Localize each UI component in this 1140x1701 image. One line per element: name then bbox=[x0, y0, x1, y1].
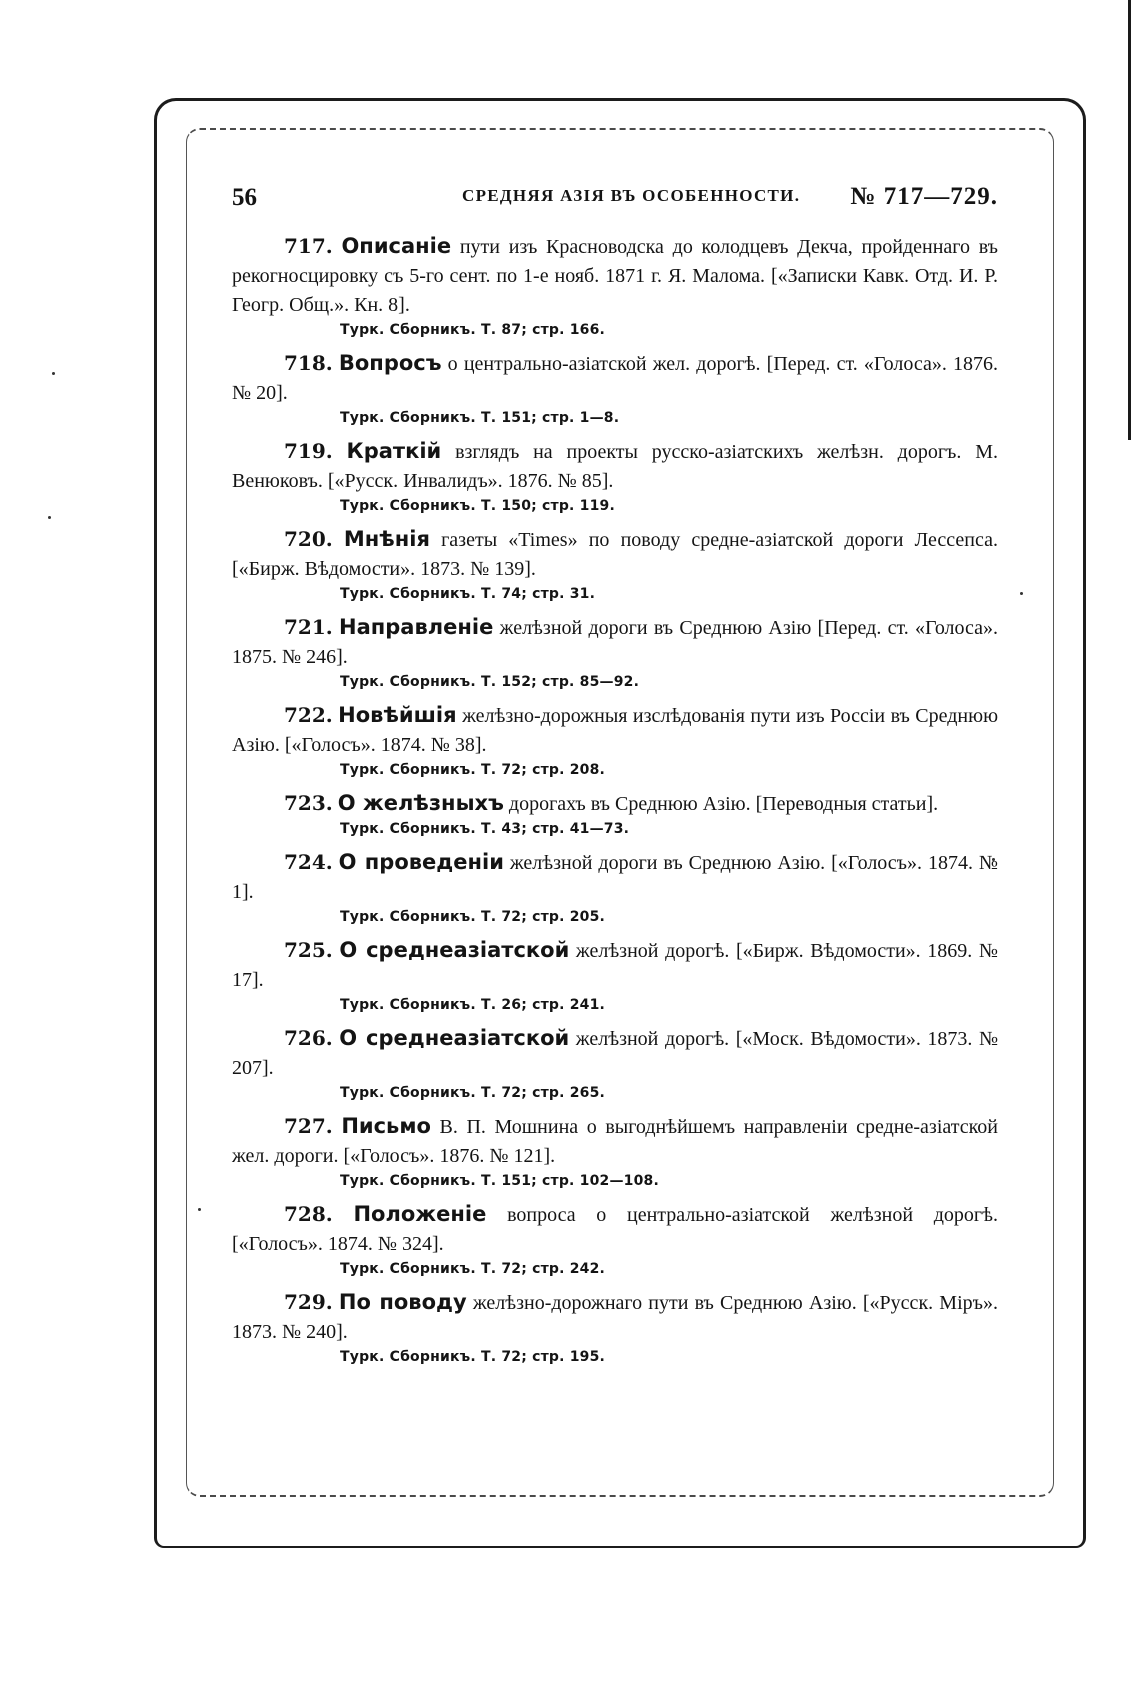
bibliography-entry bbox=[232, 1024, 998, 1101]
entry-number: 728. bbox=[284, 1202, 333, 1226]
entry-heading: О проведеніи bbox=[338, 850, 504, 874]
entry-text bbox=[232, 789, 998, 819]
entry-text bbox=[232, 1024, 998, 1083]
entry-range: № 717—729. bbox=[850, 183, 998, 210]
bibliography-entry bbox=[232, 789, 998, 837]
entry-body: желѣзной дороги въ Среднюю Азію [Перед. ст. «Голоса». 1875. № 246]. bbox=[232, 617, 999, 668]
entry-heading: Письмо bbox=[341, 1114, 431, 1138]
bibliography-entry bbox=[232, 936, 998, 1013]
entry-source: Турк. Сборникъ. Т. 150; стр. 119. bbox=[340, 498, 615, 514]
entry-body: желѣзной дороги въ Среднюю Азію. [«Голосъ». 1874. № 1]. bbox=[232, 852, 999, 903]
bibliography-entry bbox=[232, 232, 998, 338]
entry-source: Турк. Сборникъ. Т. 151; стр. 1—8. bbox=[340, 410, 620, 426]
entry-text bbox=[232, 701, 998, 760]
bibliography-entry bbox=[232, 701, 998, 778]
entry-source: Турк. Сборникъ. Т. 72; стр. 208. bbox=[340, 762, 606, 778]
entry-source: Турк. Сборникъ. Т. 72; стр. 265. bbox=[340, 1085, 606, 1101]
entry-body: пути изъ Красноводска до колодцевъ Декча, пройденнаго въ рекогносцировку съ 5-го сент. по 1-е нояб. 1871 г. Я. Малома. [«Записки Кавк. Отд. И. Р. Геогр. Общ.». Кн. 8]. bbox=[232, 236, 998, 316]
entry-heading: Направленіе bbox=[339, 615, 494, 639]
bibliography-entry bbox=[232, 1200, 998, 1277]
entry-number: 723. bbox=[284, 791, 333, 815]
book-page bbox=[232, 178, 998, 1376]
entry-number: 726. bbox=[284, 1026, 333, 1050]
entry-text bbox=[232, 349, 998, 408]
bibliography-entry bbox=[232, 437, 998, 514]
bibliography-entry bbox=[232, 525, 998, 602]
entry-body: о центрально-азіатской жел. дорогѣ. [Перед. ст. «Голоса». 1876. № 20]. bbox=[232, 353, 999, 404]
entry-source: Турк. Сборникъ. Т. 152; стр. 85—92. bbox=[340, 674, 640, 690]
entry-source: Турк. Сборникъ. Т. 151; стр. 102—108. bbox=[340, 1173, 660, 1189]
entry-source: Турк. Сборникъ. Т. 87; стр. 166. bbox=[340, 322, 606, 338]
entry-number: 725. bbox=[284, 938, 333, 962]
entry-number: 729. bbox=[284, 1290, 333, 1314]
speck bbox=[52, 372, 55, 375]
entry-heading: О среднеазіатской bbox=[339, 938, 570, 962]
bibliography-entry bbox=[232, 1112, 998, 1189]
entry-list bbox=[232, 232, 998, 1365]
page-number: 56 bbox=[232, 184, 257, 211]
entry-body: желѣзно-дорожнаго пути въ Среднюю Азію. [«Русск. Міръ». 1873. № 240]. bbox=[232, 1292, 998, 1343]
entry-heading: Мнѣнія bbox=[343, 527, 430, 551]
entry-heading: О желѣзныхъ bbox=[337, 791, 504, 815]
entry-heading: Описаніе bbox=[341, 234, 452, 258]
entry-body: В. П. Мошнина о выгоднѣйшемъ направленіи средне-азіатской жел. дороги. [«Голосъ». 1876. № 121]. bbox=[232, 1116, 998, 1167]
entry-heading: Новѣйшія bbox=[338, 703, 457, 727]
entry-heading: Положеніе bbox=[353, 1202, 487, 1226]
entry-source: Турк. Сборникъ. Т. 43; стр. 41—73. bbox=[340, 821, 630, 837]
entry-heading: Краткій bbox=[346, 439, 442, 463]
entry-source: Турк. Сборникъ. Т. 72; стр. 195. bbox=[340, 1349, 606, 1365]
entry-text bbox=[232, 232, 998, 320]
entry-text bbox=[232, 525, 998, 584]
entry-number: 717. bbox=[284, 234, 333, 258]
bibliography-entry bbox=[232, 848, 998, 925]
entry-number: 718. bbox=[284, 351, 333, 375]
entry-text bbox=[232, 1288, 998, 1347]
entry-body: взглядъ на проекты русско-азіатскихъ желѣзн. дорогъ. М. Венюковъ. [«Русск. Инвалидъ». 1876. № 85]. bbox=[232, 441, 998, 492]
entry-heading: Вопросъ bbox=[338, 351, 442, 375]
entry-number: 722. bbox=[284, 703, 333, 727]
entry-heading: По поводу bbox=[338, 1290, 467, 1314]
running-head bbox=[232, 178, 998, 218]
entry-body: дорогахъ въ Среднюю Азію. [Переводныя статьи]. bbox=[508, 793, 939, 815]
scan-edge bbox=[1128, 0, 1131, 440]
entry-text bbox=[232, 1112, 998, 1171]
entry-number: 721. bbox=[284, 615, 333, 639]
entry-source: Турк. Сборникъ. Т. 72; стр. 205. bbox=[340, 909, 606, 925]
entry-text bbox=[232, 437, 998, 496]
entry-number: 727. bbox=[284, 1114, 333, 1138]
entry-body: желѣзной дорогѣ. [«Бирж. Вѣдомости». 1869. № 17]. bbox=[232, 940, 998, 991]
entry-number: 720. bbox=[284, 527, 333, 551]
entry-source: Турк. Сборникъ. Т. 26; стр. 241. bbox=[340, 997, 606, 1013]
entry-source: Турк. Сборникъ. Т. 74; стр. 31. bbox=[340, 586, 596, 602]
entry-body: вопроса о центрально-азіатской желѣзной дорогѣ. [«Голосъ». 1874. № 324]. bbox=[232, 1204, 998, 1255]
speck bbox=[198, 1208, 201, 1211]
speck bbox=[1020, 592, 1023, 595]
entry-number: 724. bbox=[284, 850, 333, 874]
entry-body: желѣзной дорогѣ. [«Моск. Вѣдомости». 1873. № 207]. bbox=[232, 1028, 999, 1079]
entry-source: Турк. Сборникъ. Т. 72; стр. 242. bbox=[340, 1261, 606, 1277]
bibliography-entry bbox=[232, 349, 998, 426]
entry-number: 719. bbox=[284, 439, 333, 463]
running-title: СРЕДНЯЯ АЗІЯ ВЪ ОСОБЕННОСТИ. bbox=[462, 186, 801, 205]
entry-text bbox=[232, 848, 998, 907]
entry-body: желѣзно-дорожныя изслѣдованія пути изъ Россіи въ Среднюю Азію. [«Голосъ». 1874. № 38]. bbox=[232, 705, 999, 756]
entry-heading: О среднеазіатской bbox=[339, 1026, 570, 1050]
bibliography-entry bbox=[232, 613, 998, 690]
speck bbox=[48, 516, 51, 519]
entry-text bbox=[232, 1200, 998, 1259]
entry-text bbox=[232, 936, 998, 995]
bibliography-entry bbox=[232, 1288, 998, 1365]
entry-body: газеты «Times» по поводу средне-азіатской дороги Лессепса. [«Бирж. Вѣдомости». 1873. № 139]. bbox=[232, 529, 998, 580]
entry-text bbox=[232, 613, 998, 672]
